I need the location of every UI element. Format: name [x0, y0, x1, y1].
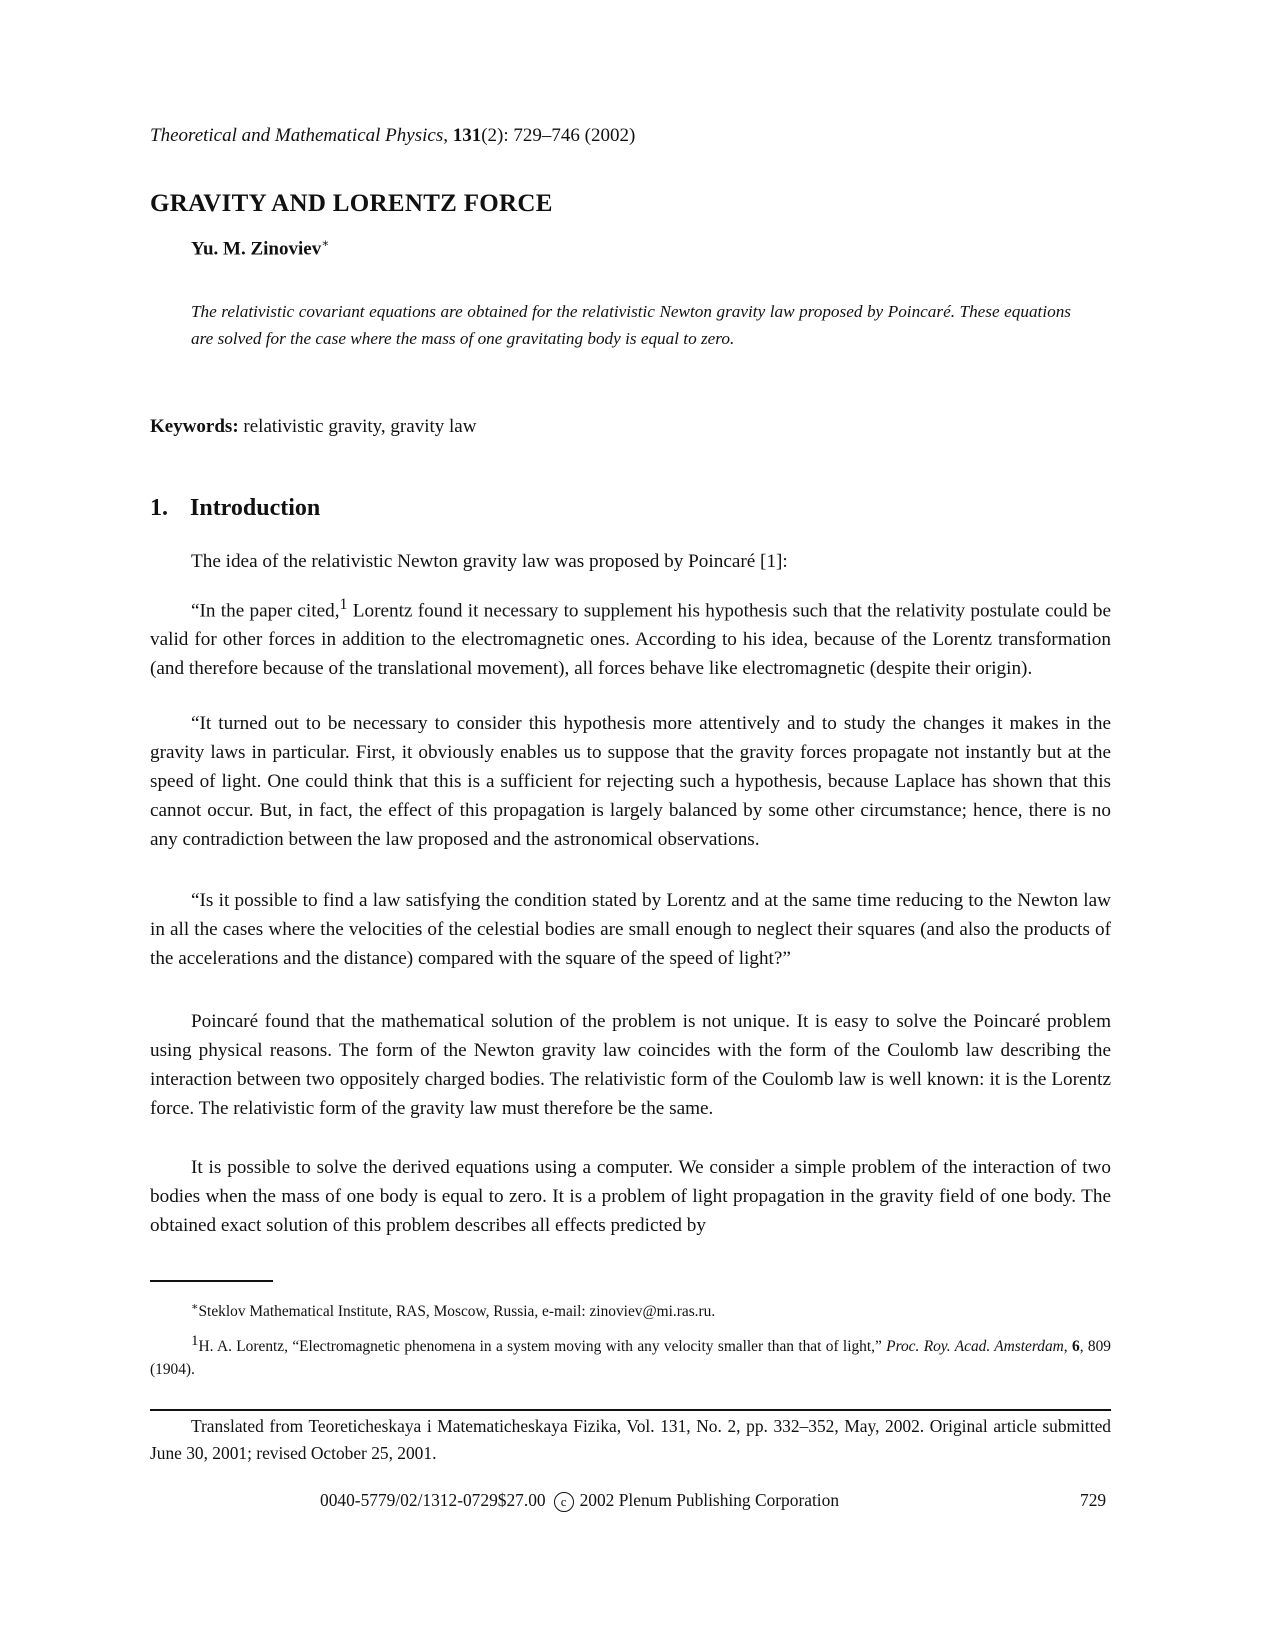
paragraph-text: The idea of the relativistic Newton gravity law was proposed by Poincaré [1]:: [191, 551, 788, 572]
footnote-divider: [150, 1280, 273, 1282]
footnote-1-mark: 1: [191, 1333, 199, 1350]
footnote-1: [150, 1330, 1111, 1381]
abstract: The relativistic covariant equations are obtained for the relativistic Newton gravity law proposed by Poincaré. These equations are solved for the case where the mass of one gravitating body is equal to zero.: [191, 302, 1071, 348]
journal-volume: 131: [452, 125, 482, 146]
paragraph-quote-2: [150, 709, 1111, 854]
page-number: 729: [1080, 1490, 1107, 1510]
journal-issue-pages-year: (2): 729–746 (2002): [481, 125, 636, 146]
paragraph-computer: [150, 1153, 1111, 1240]
footnote-affiliation-text: Steklov Mathematical Institute, RAS, Moscow, Russia, e-mail: zinoviev@mi.ras.ru.: [198, 1303, 716, 1321]
footnote-1-comma: ,: [1063, 1338, 1072, 1356]
issn-line: [320, 1490, 839, 1512]
paragraph-text: “It turned out to be necessary to consider this hypothesis more attentively and to study the changes it makes in the gravity laws in particular. First, it obviously enables us to suppose that the gravity forces propagate not instantly but at the speed of light. One could think that this is a sufficient for rejecting such a hypothesis, because Laplace has shown that this cannot occur. But, in fact, the effect of this propagation is largely balanced by some other circumstance; hence, there is no any contradiction between the law proposed and the astronomical observations.: [150, 713, 1111, 850]
translation-note: [150, 1413, 1111, 1467]
copyright-icon: c: [554, 1492, 574, 1512]
section-number: 1.: [150, 495, 168, 521]
paragraph-quote-3: [150, 886, 1111, 973]
journal-name: Theoretical and Mathematical Physics,: [150, 125, 448, 146]
footnote-affiliation: [150, 1296, 1111, 1323]
paragraph-text: [150, 590, 1111, 683]
keywords: [150, 416, 476, 438]
translation-note-text: Translated from Teoreticheskaya i Matematicheskaya Fizika, Vol. 131, No. 2, pp. 332–352, May, 2002. Original article submitted June 30, 2001; revised October 25, 2001.: [150, 1416, 1111, 1463]
journal-citation: [150, 125, 635, 147]
issn-code: 0040-5779/02/1312-0729$27.00: [320, 1490, 546, 1510]
translation-divider: [150, 1409, 1111, 1411]
paragraph-poincare: [150, 1007, 1111, 1123]
keywords-label: Keywords:: [150, 416, 239, 437]
footnotes: [150, 1296, 1111, 1388]
footnote-ref-1: 1: [339, 596, 348, 613]
paragraph-text: Poincaré found that the mathematical solution of the problem is not unique. It is easy to solve the Poincaré problem using physical reasons. The form of the Newton gravity law coincides with the form of the Coulomb law describing the interaction between two oppositely charged bodies. The relativistic form of the Coulomb law is well known: it is the Lorentz force. The relativistic form of the gravity law must therefore be the same.: [150, 1011, 1111, 1119]
quote-1-rest: Lorentz found it necessary to supplement his hypothesis such that the relativity postulate could be valid for other forces in addition to the electromagnetic ones. According to his idea, because of the Lorentz transformation (and therefore because of the translational movement), all forces behave like electromagnetic (despite their origin).: [150, 600, 1111, 680]
footnote-1-text: H. A. Lorentz, “Electromagnetic phenomena in a system moving with any velocity smaller than that of light,”: [198, 1338, 887, 1356]
paper-title: GRAVITY AND LORENTZ FORCE: [150, 190, 553, 217]
footnote-1-volume: 6: [1072, 1338, 1080, 1356]
section-heading: [150, 495, 320, 522]
author-name: Yu. M. Zinoviev: [191, 238, 322, 260]
publisher: 2002 Plenum Publishing Corporation: [579, 1490, 840, 1510]
paragraph-text: “Is it possible to find a law satisfying the condition stated by Lorentz and at the same time reducing to the Newton law in all the cases where the velocities of the celestial bodies are small enough to neglect their squares (and also the products of the accelerations and the distance) compared with the square of the speed of light?”: [150, 890, 1111, 969]
paragraph-text: It is possible to solve the derived equations using a computer. We consider a simple problem of the interaction of two bodies when the mass of one body is equal to zero. It is a problem of light propagation in the gravity field of one body. The obtained exact solution of this problem describes all effects predicted by: [150, 1157, 1111, 1236]
paragraph-quote-1: [150, 590, 1111, 683]
footnote-star-mark: ∗: [191, 1301, 199, 1313]
keywords-text: relativistic gravity, gravity law: [243, 416, 477, 437]
author-footnote-mark: ∗: [321, 236, 330, 250]
footnote-1-rest: , 809 (1904).: [150, 1338, 1111, 1379]
paragraph-intro: [150, 547, 1111, 576]
author-line: [191, 236, 329, 260]
quote-1-start: “In the paper cited,: [191, 600, 340, 622]
footnote-1-journal: Proc. Roy. Acad. Amsterdam: [886, 1338, 1064, 1356]
section-title: Introduction: [190, 495, 321, 521]
